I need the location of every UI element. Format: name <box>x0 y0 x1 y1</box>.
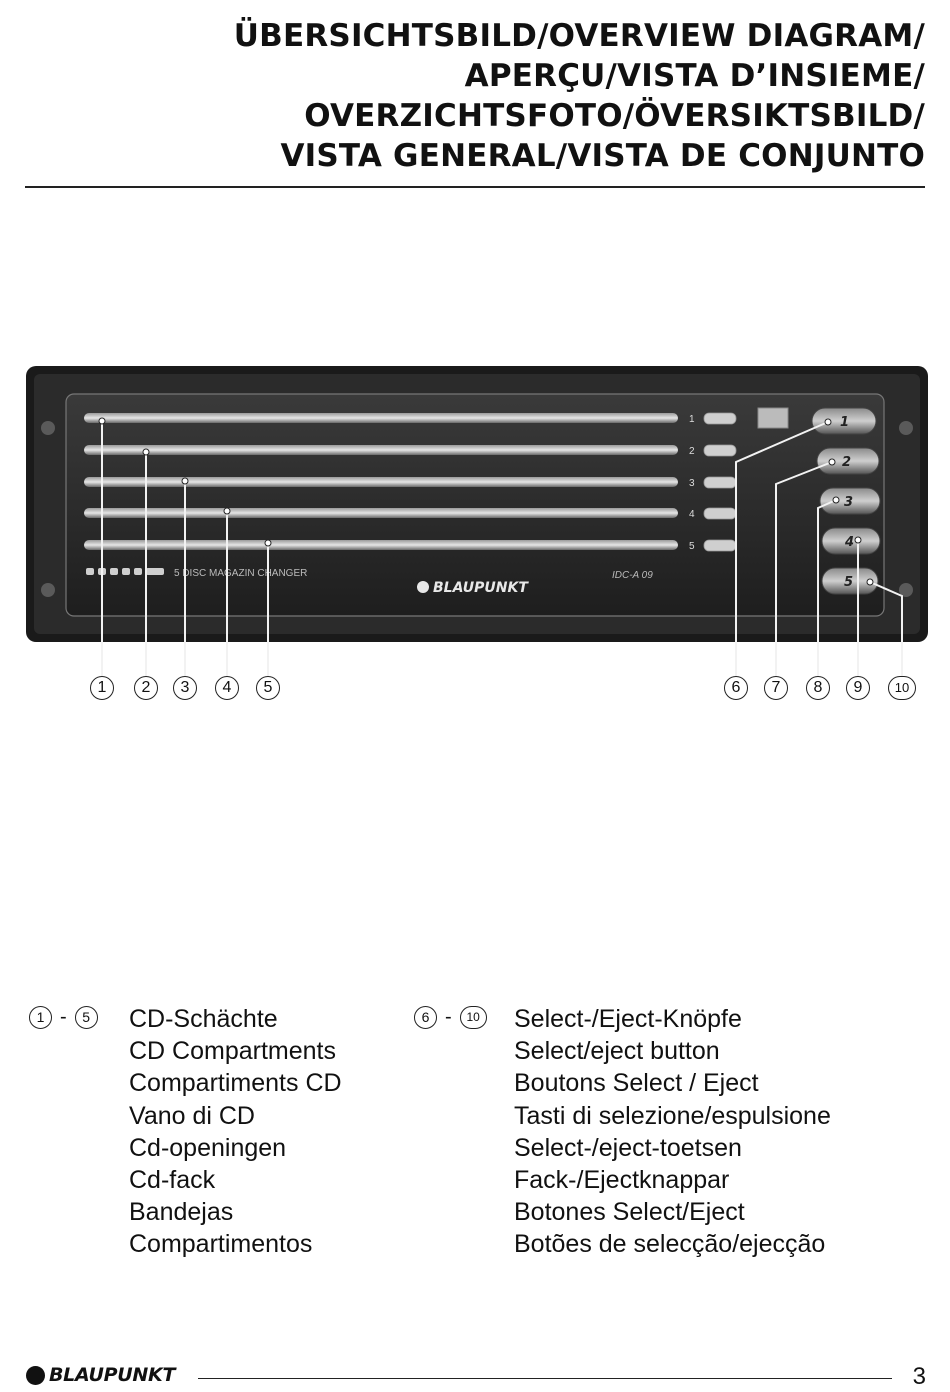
legend-range-slots <box>29 1006 98 1029</box>
legend-line: Tasti di selezione/espulsione <box>514 1101 831 1130</box>
range-end-callout: 5 <box>75 1006 98 1029</box>
legend-line: Cd-fack <box>129 1166 216 1195</box>
slot-indicator-icon <box>704 413 736 424</box>
indicator-led-icon <box>146 568 164 575</box>
page-number: 3 <box>912 1363 926 1390</box>
callout-4: 4 <box>215 676 239 700</box>
range-separator: - <box>445 1006 452 1028</box>
slot-number-label: 5 <box>689 541 695 552</box>
legend-line: Compartimentos <box>129 1230 313 1259</box>
callout-5: 5 <box>256 676 280 700</box>
range-separator: - <box>60 1006 67 1028</box>
cd-slot-5 <box>84 540 678 550</box>
indicator-led-icon <box>110 568 118 575</box>
device-model-label: IDC-A 09 <box>612 570 653 581</box>
legend-line: Boutons Select / Eject <box>514 1069 759 1098</box>
footer-brand-text: BLAUPUNKT <box>49 1364 176 1386</box>
brand-dot-icon <box>26 1366 45 1385</box>
callout-8: 8 <box>806 676 830 700</box>
legend-line: Fack-/Ejectknappar <box>514 1166 730 1195</box>
legend-line: Cd-openingen <box>129 1133 287 1162</box>
screw-icon <box>899 421 913 435</box>
range-start-callout: 1 <box>29 1006 52 1029</box>
footer-brand-logo <box>26 1364 175 1386</box>
legend-line: Vano di CD <box>129 1101 255 1130</box>
slot-number-label: 3 <box>689 478 695 489</box>
indicator-led-icon <box>134 568 142 575</box>
slot-indicator-icon <box>704 477 736 488</box>
title-line: OVERZICHTSFOTO/ÖVERSIKTSBILD/ <box>304 98 925 134</box>
legend-line: Botones Select/Eject <box>514 1198 745 1227</box>
cd-slot-3 <box>84 477 678 487</box>
range-end-callout: 10 <box>460 1006 487 1029</box>
callout-1: 1 <box>90 676 114 700</box>
legend-line: Select-/Eject-Knöpfe <box>514 1005 742 1033</box>
button-number-label: 5 <box>844 575 854 590</box>
legend-line: Select/eject button <box>514 1037 720 1066</box>
callout-6: 6 <box>724 676 748 700</box>
compact-disc-logo-icon <box>758 408 788 428</box>
slot-indicator-icon <box>704 540 736 551</box>
brand-dot-icon <box>417 581 429 593</box>
screw-icon <box>41 421 55 435</box>
cd-slot-2 <box>84 445 678 455</box>
cd-slot-4 <box>84 508 678 518</box>
title-line: ÜBERSICHTSBILD/OVERVIEW DIAGRAM/ <box>233 18 925 54</box>
callout-2: 2 <box>134 676 158 700</box>
legend-line: Bandejas <box>129 1198 234 1227</box>
cd-slot-1 <box>84 413 678 423</box>
range-start-callout: 6 <box>414 1006 437 1029</box>
footer-divider <box>198 1378 892 1379</box>
slot-indicator-icon <box>704 445 736 456</box>
indicator-led-icon <box>86 568 94 575</box>
device-brand-logo: BLAUPUNKT <box>433 580 528 596</box>
legend-line: CD-Schächte <box>129 1005 278 1033</box>
slot-number-label: 4 <box>689 509 695 520</box>
title-line: APERÇU/VISTA D’INSIEME/ <box>464 58 925 94</box>
title-line: VISTA GENERAL/VISTA DE CONJUNTO <box>280 138 925 174</box>
indicator-led-icon <box>122 568 130 575</box>
legend-slots-text <box>129 1003 342 1261</box>
legend-range-buttons <box>414 1006 487 1029</box>
callout-10: 10 <box>888 676 916 700</box>
callout-7: 7 <box>764 676 788 700</box>
callout-9: 9 <box>846 676 870 700</box>
legend-line: Select-/eject-toetsen <box>514 1133 742 1162</box>
legend-line: Compartiments CD <box>129 1069 342 1098</box>
legend-line: Botões de selecção/ejecção <box>514 1230 826 1259</box>
button-number-label: 2 <box>842 455 852 470</box>
slot-indicator-icon <box>704 508 736 519</box>
button-number-label: 4 <box>845 535 855 550</box>
legend-buttons-text <box>514 1003 831 1261</box>
slot-number-label: 2 <box>689 446 695 457</box>
callout-3: 3 <box>173 676 197 700</box>
legend-line: CD Compartments <box>129 1037 336 1066</box>
button-number-label: 1 <box>840 415 850 430</box>
slot-number-label: 1 <box>689 414 695 425</box>
device-side-text: 5 DISC MAGAZIN CHANGER <box>174 568 308 579</box>
screw-icon <box>41 583 55 597</box>
button-number-label: 3 <box>844 495 854 510</box>
